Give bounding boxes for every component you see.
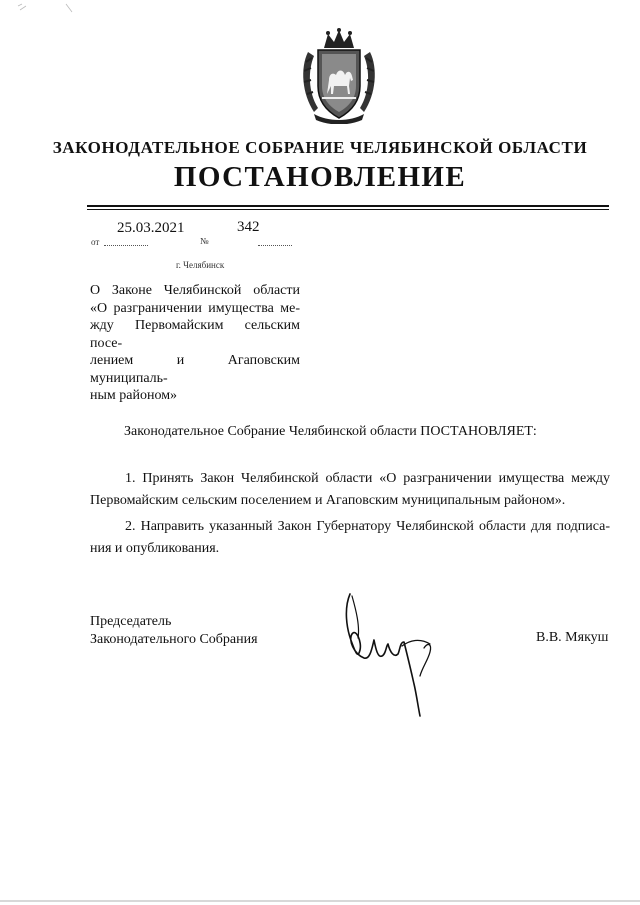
- paragraph-line: 2. Направить указанный Закон Губернатору Челябинской области для подписа-: [125, 519, 610, 534]
- number-underline: [258, 245, 292, 246]
- paragraph-line: Первомайским сельским поселением и Агаповским муниципальным районом».: [90, 493, 566, 508]
- resolution-item-2: [90, 516, 610, 560]
- signatory-position: [90, 613, 258, 649]
- city-label: г. Челябинск: [176, 260, 225, 270]
- date-label: от: [91, 237, 100, 247]
- paragraph-line: ния и опубликования.: [90, 541, 220, 556]
- position-line: Законодательного Собрания: [90, 632, 258, 647]
- subject-line: ным районом»: [90, 388, 178, 403]
- subject-block: [90, 282, 300, 405]
- organization-name: ЗАКОНОДАТЕЛЬНОЕ СОБРАНИЕ ЧЕЛЯБИНСКОЙ ОБЛАСТИ: [52, 138, 588, 157]
- header-rule: [87, 205, 609, 207]
- position-line: Председатель: [90, 614, 172, 629]
- document-number: 342: [237, 219, 260, 235]
- subject-line: «О разграничении имущества ме-: [90, 300, 300, 316]
- paragraph-line: 1. Принять Закон Челябинской области «О разграничении имущества между: [125, 471, 610, 486]
- number-label: №: [200, 236, 209, 246]
- subject-line: О Законе Челябинской области: [90, 283, 300, 298]
- subject-line: лением и Агаповским муниципаль-: [90, 353, 300, 386]
- document-type: ПОСТАНОВЛЕНИЕ: [173, 161, 467, 193]
- signatory-name: В.В. Мякуш: [536, 630, 609, 645]
- page-edge: [0, 900, 640, 902]
- date-underline: [104, 245, 148, 246]
- scan-mark: [8, 0, 78, 20]
- header-rule-thin: [87, 209, 609, 210]
- resolution-intro: Законодательное Собрание Челябинской области ПОСТАНОВЛЯЕТ:: [124, 424, 537, 439]
- document-date: 25.03.2021: [117, 220, 185, 236]
- coat-of-arms-icon: [298, 28, 380, 124]
- subject-line: жду Первомайским сельским посе-: [90, 318, 300, 351]
- handwritten-signature: [330, 588, 460, 723]
- resolution-item-1: [90, 468, 610, 512]
